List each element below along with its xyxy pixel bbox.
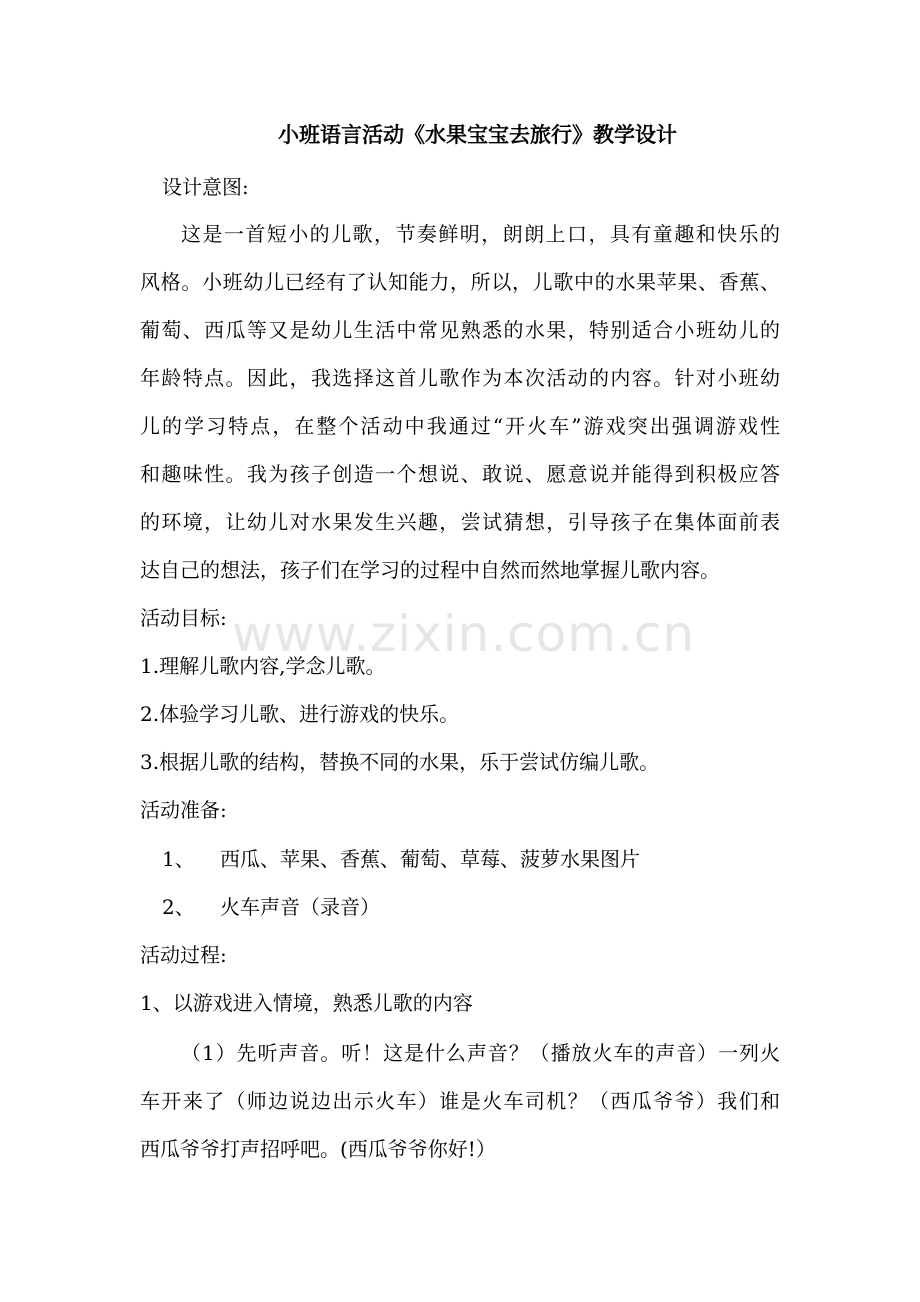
process-line: 西瓜爷爷打声招呼吧。(西瓜爷爷你好!） [140,1137,496,1161]
goals-heading: 活动目标: [140,606,227,630]
prep-heading: 活动准备: [140,798,227,822]
watermark: www.zixin.com.cn [232,605,696,663]
process-line: （1）先听声音。听！这是什么声音？（播放火车的声音）一列火 [181,1041,780,1065]
intent-line: 的环境，让幼儿对水果发生兴趣，尝试猜想，引导孩子在集体面前表 [140,510,780,534]
design-intent-heading: 设计意图: [162,175,249,199]
process-line: 车开来了（师边说边出示火车）谁是火车司机？（西瓜爷爷）我们和 [140,1089,780,1113]
goal-item: 2.体验学习儿歌、进行游戏的快乐。 [140,702,460,726]
intent-line: 达自己的想法，孩子们在学习的过程中自然而然地掌握儿歌内容。 [140,558,720,582]
intent-line: 风格。小班幼儿已经有了认知能力，所以，儿歌中的水果苹果、香蕉、 [140,270,780,294]
process-heading: 活动过程: [140,943,227,967]
intent-line: 葡萄、西瓜等又是幼儿生活中常见熟悉的水果，特别适合小班幼儿的 [140,318,780,342]
intent-line: 这是一首短小的儿歌，节奏鲜明，朗朗上口，具有童趣和快乐的 [181,222,780,246]
intent-line: 年龄特点。因此，我选择这首儿歌作为本次活动的内容。针对小班幼 [140,366,780,390]
prep-item-number: 1、 [162,847,195,871]
document-title: 小班语言活动《水果宝宝去旅行》教学设计 [278,122,677,147]
prep-item-number: 2、 [162,895,195,919]
prep-item-text: 火车声音（录音） [220,895,380,919]
intent-line: 和趣味性。我为孩子创造一个想说、敢说、愿意说并能得到积极应答 [140,462,780,486]
process-step: 1、以游戏进入情境，熟悉儿歌的内容 [140,991,473,1015]
prep-item-text: 西瓜、苹果、香蕉、葡萄、草莓、菠萝水果图片 [220,847,640,871]
goal-item: 3.根据儿歌的结构，替换不同的水果，乐于尝试仿编儿歌。 [140,750,660,774]
goal-item: 1.理解儿歌内容,学念儿歌。 [140,654,386,678]
intent-line: 儿的学习特点，在整个活动中我通过“开火车”游戏突出强调游戏性 [140,414,780,438]
